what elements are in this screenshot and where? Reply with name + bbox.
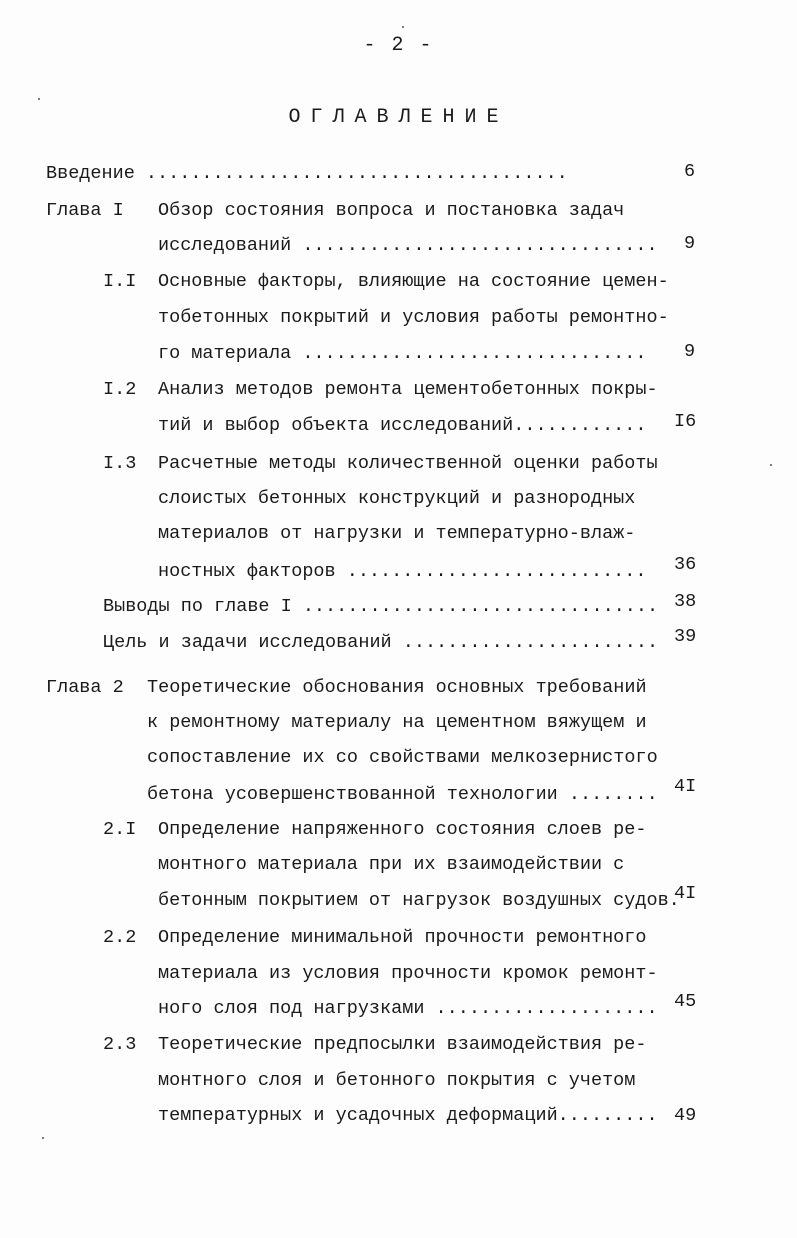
toc-entry-intro-page: 6: [684, 161, 696, 182]
toc-section-1-1-number: I.I: [103, 271, 137, 292]
toc-goals-page: 39: [674, 626, 697, 647]
toc-section-2-3-line-3: температурных и усадочных деформаций.........: [158, 1105, 658, 1126]
toc-section-1-1-line-2: тобетонных покрытий и условия работы ремонтно-: [158, 307, 669, 328]
toc-section-1-1-line-3: го материала ...............................: [158, 343, 647, 364]
toc-section-2-2-line-2: материала из условия прочности кромок ремонт-: [158, 963, 658, 984]
toc-section-2-3-page: 49: [674, 1105, 697, 1126]
toc-section-1-2-number: I.2: [103, 379, 137, 400]
toc-section-1-1-line-1: Основные факторы, влияющие на состояние цемен-: [158, 271, 669, 292]
toc-section-1-2-line-2: тий и выбор объекта исследований............: [158, 415, 647, 436]
toc-conclusions-1-text: Выводы по главе I ................................: [103, 596, 659, 617]
toc-conclusions-1-page: 38: [674, 591, 697, 612]
toc-section-1-3-page: 36: [674, 554, 697, 575]
toc-chapter-1-line-2: исследований ................................: [158, 235, 658, 256]
toc-section-2-3-number: 2.3: [103, 1034, 137, 1055]
page-number: - 2 -: [363, 34, 434, 57]
toc-section-2-2-number: 2.2: [103, 927, 137, 948]
scan-speck: [38, 98, 40, 100]
toc-chapter-1-number: Глава I: [46, 200, 124, 221]
toc-section-1-3-line-2: слоистых бетонных конструкций и разнородных: [158, 488, 636, 509]
toc-entry-intro-text: Введение ......................................: [46, 163, 568, 184]
toc-section-2-3-line-2: монтного слоя и бетонного покрытия с учетом: [158, 1070, 636, 1091]
toc-section-2-1-line-3: бетонным покрытием от нагрузок воздушных судов.: [158, 890, 680, 911]
toc-section-2-1-number: 2.I: [103, 819, 137, 840]
toc-section-2-1-page: 4I: [674, 883, 697, 904]
toc-section-1-2-line-1: Анализ методов ремонта цементобетонных покры-: [158, 379, 658, 400]
scan-speck: [770, 464, 772, 466]
toc-chapter-2-page: 4I: [674, 776, 697, 797]
scan-speck: [402, 26, 404, 28]
scan-speck: [42, 1137, 44, 1139]
toc-section-2-2-line-3: ного слоя под нагрузками ....................: [158, 998, 658, 1019]
toc-section-1-3-number: I.3: [103, 453, 137, 474]
toc-section-2-2-page: 45: [674, 991, 697, 1012]
toc-chapter-2-line-1: Теоретические обоснования основных требований: [147, 677, 647, 698]
toc-section-1-3-line-4: ностных факторов ...........................: [158, 561, 647, 582]
toc-section-2-1-line-2: монтного материала при их взаимодействии с: [158, 854, 625, 875]
toc-section-1-3-line-1: Расчетные методы количественной оценки работы: [158, 453, 658, 474]
toc-section-1-3-line-3: материалов от нагрузки и температурно-влаж-: [158, 523, 636, 544]
toc-section-2-3-line-1: Теоретические предпосылки взаимодействия ре-: [158, 1034, 647, 1055]
toc-section-2-1-line-1: Определение напряженного состояния слоев ре-: [158, 819, 647, 840]
toc-chapter-1-page: 9: [684, 233, 696, 254]
toc-chapter-2-line-4: бетона усовершенствованной технологии ........: [147, 784, 658, 805]
toc-section-1-1-page: 9: [684, 341, 696, 362]
toc-goals-text: Цель и задачи исследований .......................: [103, 632, 659, 653]
toc-chapter-2-number: Глава 2: [46, 677, 124, 698]
toc-section-1-2-page: I6: [674, 411, 697, 432]
page-title: ОГЛАВЛЕНИЕ: [288, 106, 509, 129]
toc-section-2-2-line-1: Определение минимальной прочности ремонтного: [158, 927, 647, 948]
toc-chapter-2-line-3: сопоставление их со свойствами мелкозернистого: [147, 747, 658, 768]
toc-chapter-2-line-2: к ремонтному материалу на цементном вяжущем и: [147, 712, 647, 733]
toc-chapter-1-line-1: Обзор состояния вопроса и постановка задач: [158, 200, 625, 221]
